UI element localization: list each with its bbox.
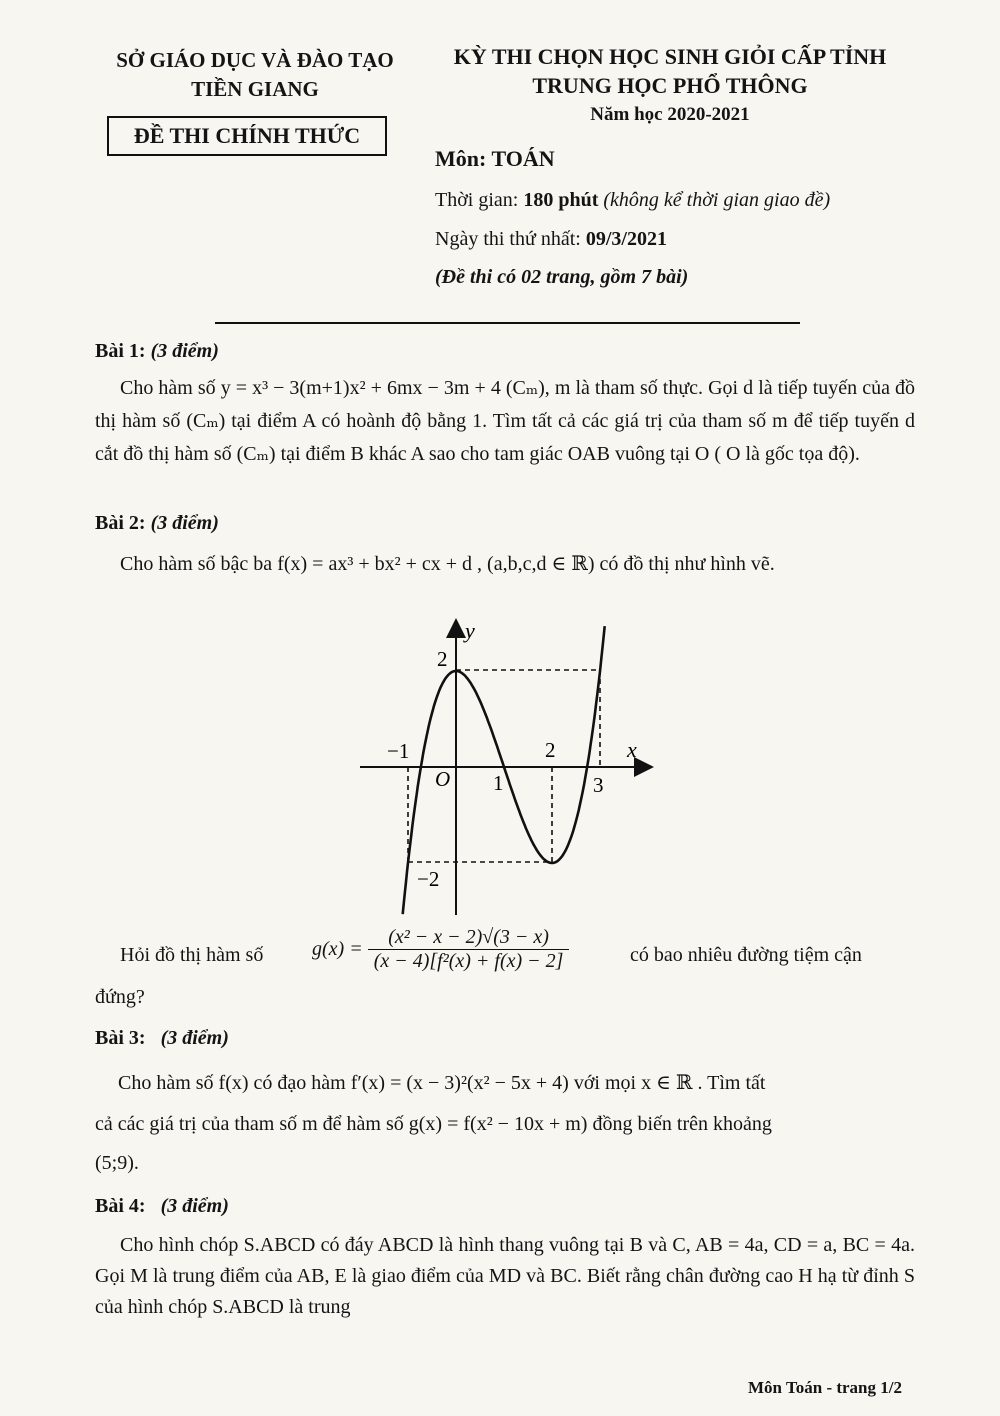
problem-3-line-1: Cho hàm số f(x) có đạo hàm f′(x) = (x − 3)²(x² − 5x + 4) với mọi x ∈ ℝ . Tìm tất [118, 1072, 766, 1094]
official-exam-label: ĐỀ THI CHÍNH THỨC [133, 123, 361, 148]
time-note: (không kể thời gian giao đề) [598, 189, 831, 211]
cubic-graph [345, 610, 665, 920]
department-name: SỞ GIÁO DỤC VÀ ĐÀO TẠO [116, 48, 394, 72]
date-line: Ngày thi thứ nhất: 09/3/2021 [435, 228, 667, 250]
province-name: TIỀN GIANG [191, 77, 319, 101]
tick-x-1: 1 [493, 771, 504, 795]
tick-y-minus-2: −2 [417, 867, 440, 891]
tick-x-minus-1: −1 [387, 739, 410, 763]
school-year: Năm học 2020-2021 [590, 104, 750, 125]
problem-4-heading: Bài 4: (3 điểm) [95, 1195, 229, 1217]
problem-1-text: Cho hàm số y = x³ − 3(m+1)x² + 6mx − 3m + 4 (Cₘ), m là tham số thực. Gọi d là tiếp tuyến của đồ thị hàm số (Cₘ) tại điểm A có hoành độ bằng 1. Tìm tất cả các giá trị của tham số m để tiếp tuyến d cắt đồ thị hàm số (Cₘ) tại điểm B khác A sao cho tam giác OAB vuông tại O ( O là gốc tọa độ). [95, 377, 915, 465]
problem-1-heading: Bài 1: (3 điểm) [95, 340, 219, 362]
time-value: 180 phút [523, 189, 599, 211]
problem-3-line-3: (5;9). [95, 1152, 139, 1174]
problem-2-question-end: đứng? [95, 986, 145, 1008]
subject-line: Môn: TOÁN [435, 146, 555, 171]
g-fraction [368, 926, 570, 973]
y-axis-label: y [465, 618, 475, 643]
exam-header [430, 42, 910, 129]
g-function: g(x) = $\frac{\text{(x² − x − 2)√(3 − x)}}{\text{(x − 4)[f²(x) + f(x) − 2]}}$ [312, 926, 569, 973]
g-denominator: (x − 4)[f²(x) + f(x) − 2] [373, 950, 564, 972]
problem-2-text: Cho hàm số bậc ba f(x) = ax³ + bx² + cx + d , (a,b,c,d ∈ ℝ) có đồ thị như hình vẽ. [120, 553, 775, 575]
origin-label: O [435, 767, 451, 791]
exam-level: TRUNG HỌC PHỔ THÔNG [532, 73, 808, 98]
time-line: Thời gian: 180 phút (không kể thời gian giao đề) [435, 189, 831, 211]
x-axis-label: x [627, 737, 637, 762]
tick-x-2: 2 [545, 738, 556, 762]
g-numerator: (x² − x − 2)√(3 − x) [368, 926, 570, 950]
header-divider [215, 322, 800, 324]
tick-x-3: 3 [593, 773, 604, 797]
problem-2-heading: Bài 2: (3 điểm) [95, 512, 219, 534]
date-value: 09/3/2021 [585, 228, 667, 250]
problem-2-question: Hỏi đồ thị hàm số [120, 944, 264, 966]
exam-title: KỲ THI CHỌN HỌC SINH GIỎI CẤP TỈNH [453, 44, 887, 69]
problem-2-question-tail: có bao nhiêu đường tiệm cận [630, 944, 862, 966]
problem-4-text: Cho hình chóp S.ABCD có đáy ABCD là hình thang vuông tại B và C, AB = 4a, CD = a, BC = 4a. Gọi M là trung điểm của AB, E là giao điểm của MD và BC. Biết rằng chân đường cao H hạ từ đỉnh S của hình chóp S.ABCD là trung [95, 1234, 915, 1318]
problem-3-heading: Bài 3: (3 điểm) [95, 1027, 229, 1049]
official-exam-box [107, 116, 387, 156]
tick-y-2: 2 [437, 647, 448, 671]
problem-3-line-2: cả các giá trị của tham số m để hàm số g(x) = f(x² − 10x + m) đồng biến trên khoảng [95, 1113, 772, 1135]
department-header [95, 46, 415, 104]
pages-note: (Đề thi có 02 trang, gồm 7 bài) [435, 266, 689, 288]
subject-name: TOÁN [491, 146, 555, 171]
page-footer: Môn Toán - trang 1/2 [748, 1378, 902, 1397]
